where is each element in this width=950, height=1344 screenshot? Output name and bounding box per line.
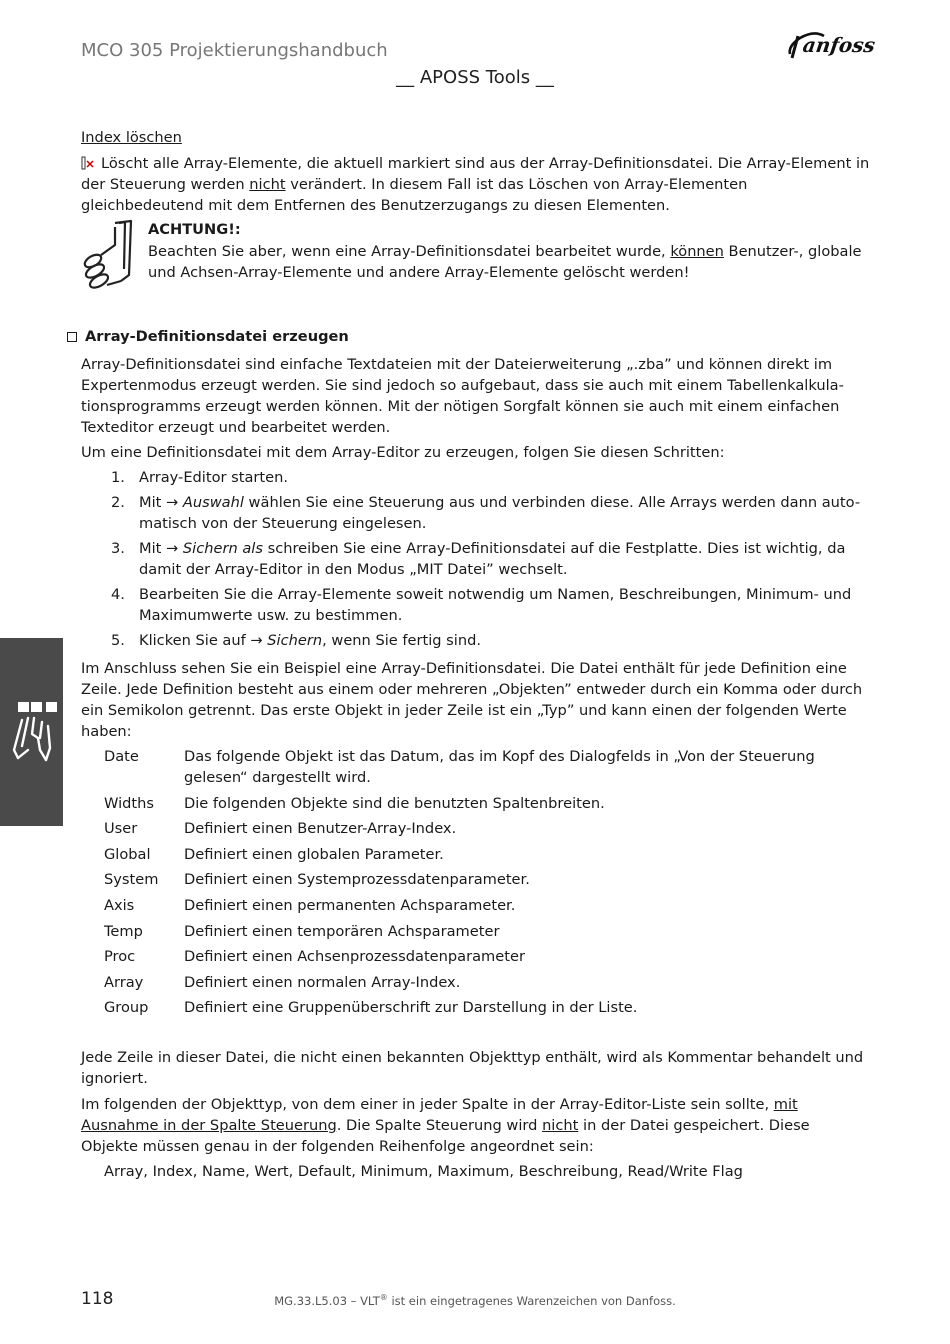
arrow-right-icon: → <box>166 540 183 557</box>
list-item: Widths Die folgenden Objekte sind die benutzten Spaltenbreiten. <box>104 794 605 812</box>
list-item: User Definiert einen Benutzer-Array-Index. <box>104 820 457 838</box>
warning-title: ACHTUNG!: <box>148 221 241 238</box>
object-order-line: Array, Index, Name, Wert, Default, Minimum, Maximum, Beschreibung, Read/Write Flag <box>104 1163 743 1180</box>
list-item: 3. Mit → Sichern als schreiben Sie eine Array-Definitionsdatei auf die Festplatte. Dies ist wichtig, da damit der Array-Editor in den Modus „MIT Datei” wechselt. <box>111 540 846 578</box>
document-title: MCO 305 Projektierungshandbuch <box>81 40 388 61</box>
list-item: 5. Klicken Sie auf → Sichern, wenn Sie fertig sind. <box>111 632 481 649</box>
list-item: 4. Bearbeiten Sie die Array-Elemente soweit notwendig um Namen, Beschreibungen, Minimum- und Maximumwerte usw. zu bestimmen. <box>111 586 852 624</box>
footer-note: MG.33.L5.03 – VLT® ist ein eingetragenes Warenzeichen von Danfoss. <box>274 1293 676 1308</box>
section-bullet-box-icon <box>67 332 77 342</box>
steps-list <box>81 467 871 655</box>
hand-tools-icon <box>0 638 63 826</box>
closing-paragraph-2: Im folgenden der Objekttyp, von dem einer in jeder Spalte in der Array-Editor-Liste sein sollte, mit Ausnahme in der Spalte Steuerung. Die Spalte Steuerung wird nicht in der Datei gespeichert. Diese Objekte müssen genau in der folgenden Reihenfolge angeordnet sein: <box>81 1096 810 1155</box>
create-paragraph-1: Array-Definitionsdatei sind einfache Textdateien mit der Dateierweiterung „.zba” und können direkt im Expertenmodus erzeugt werden. Sie sind jedoch so aufgebaut, dass sie auch mit einem Tabellenkalkula-tionsprogramms erzeugt werden können. Mit der nötigen Sorgfalt können sie auch mit einem einfachen Texteditor erzeugt und bearbeitet werden. <box>81 356 844 436</box>
list-item: Axis Definiert einen permanenten Achsparameter. <box>104 896 516 914</box>
warning-text: Beachten Sie aber, wenn eine Array-Definitionsdatei bearbeitet wurde, können Benutzer-, globale und Achsen-Array-Elemente und andere Array-Elemente gelöscht werden! <box>148 243 862 281</box>
delete-index-icon <box>81 155 95 169</box>
create-paragraph-2: Um eine Definitionsdatei mit dem Array-Editor zu erzeugen, folgen Sie diesen Schritten: <box>81 444 725 461</box>
list-item: Date Das folgende Objekt ist das Datum, das im Kopf des Dialogfelds in „Von der Steuerung gelesen“ dargestellt wird. <box>104 748 815 786</box>
index-delete-paragraph: Löscht alle Array-Elemente, die aktuell markiert sind aus der Array-Definitionsdatei. Die Array-Element in der Steuerung werden nicht verändert. In diesem Fall ist das Löschen von Array-Elementen gleichbedeutend mit dem Entfernen des Benutzerzugangs zu diesen Elementen. <box>81 155 870 214</box>
svg-text:anfoss: anfoss <box>801 33 877 57</box>
arrow-right-icon: → <box>250 632 268 649</box>
list-item: Global Definiert einen globalen Parameter. <box>104 845 444 863</box>
danfoss-logo <box>786 24 886 66</box>
type-definition-list <box>104 746 870 1023</box>
list-item: Temp Definiert einen temporären Achsparameter <box>104 922 500 940</box>
arrow-right-icon: → <box>166 494 183 511</box>
list-item: System Definiert einen Systemprozessdatenparameter. <box>104 871 530 889</box>
chapter-side-tab <box>0 638 63 826</box>
list-item: Group Definiert eine Gruppenüberschrift zur Darstellung in der Liste. <box>104 999 638 1017</box>
list-item: Proc Definiert einen Achsenprozessdatenparameter <box>104 948 525 966</box>
warning-hand-icon <box>81 219 137 293</box>
index-delete-heading: Index löschen <box>81 129 182 146</box>
list-item: Array Definiert einen normalen Array-Index. <box>104 973 461 991</box>
page-number: 118 <box>81 1289 114 1309</box>
section-title: __ APOSS Tools __ <box>396 67 554 88</box>
list-item: 1. Array-Editor starten. <box>111 469 289 486</box>
list-item: 2. Mit → Auswahl wählen Sie eine Steuerung aus und verbinden diese. Alle Arrays werden dann auto-matisch von der Steuerung eingelesen. <box>111 494 861 532</box>
create-paragraph-3: Im Anschluss sehen Sie ein Beispiel eine Array-Definitionsdatei. Die Datei enthält für jede Definition eine Zeile. Jede Definition besteht aus einem oder mehreren „Objekten” entweder durch ein Komma oder durch ein Semikolon getrennt. Das erste Objekt in jeder Zeile ist ein „Typ” und kann einen der folgenden Werte haben: <box>81 660 863 740</box>
create-section-heading: Array-Definitionsdatei erzeugen <box>67 328 349 345</box>
closing-paragraph-1: Jede Zeile in dieser Datei, die nicht einen bekannten Objekttyp enthält, wird als Kommentar behandelt und ignoriert. <box>81 1049 864 1087</box>
